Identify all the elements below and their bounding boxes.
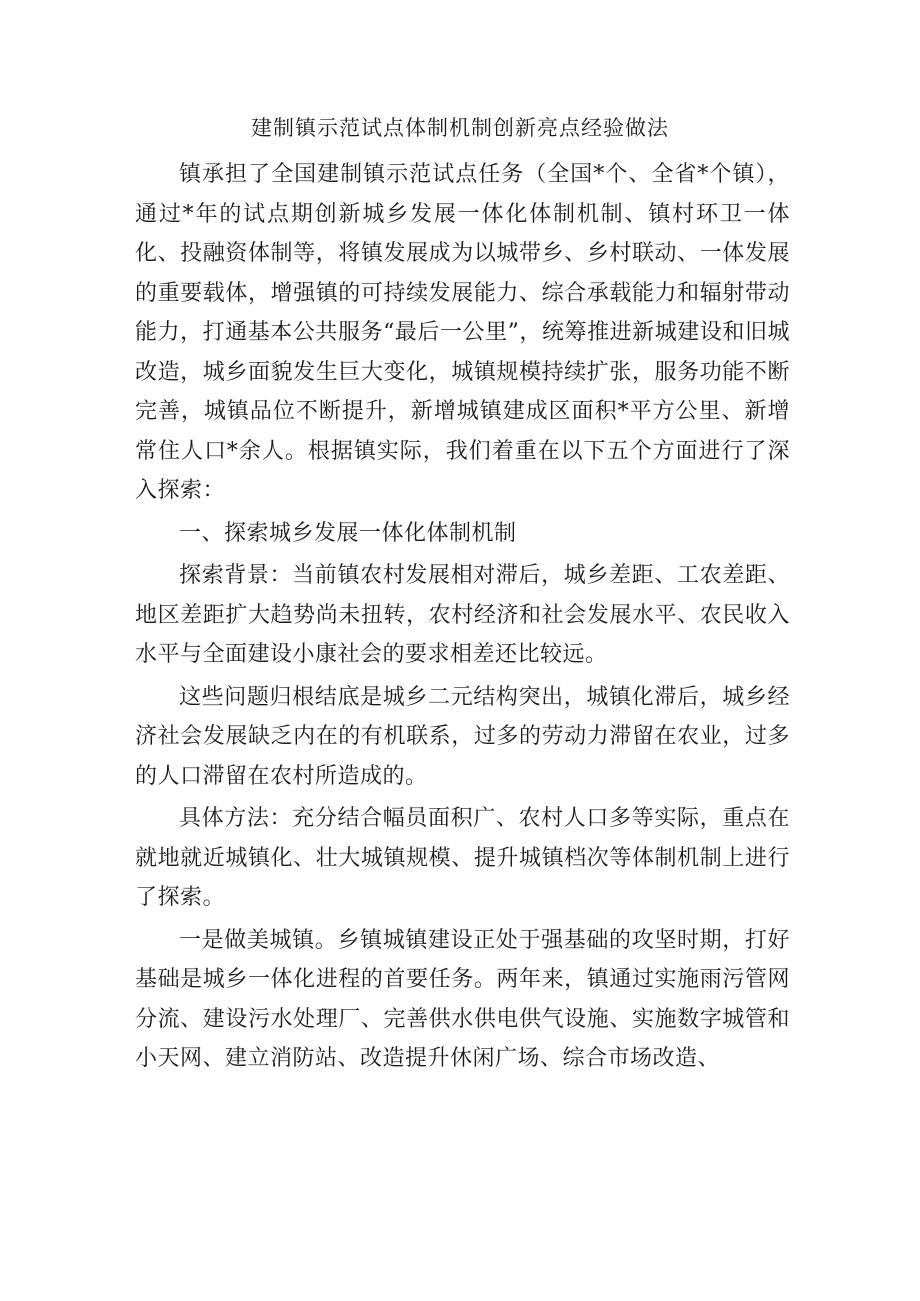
paragraph-beautify-town: 一是做美城镇。乡镇城镇建设正处于强基础的攻坚时期，打好基础是城乡一体化进程的首要任务。两年来，镇通过实施雨污管网分流、建设污水处理厂、完善供水供电供气设施、实施数字城管和小天网、建立消防站、改造提升休闲广场、综合市场改造、 (135, 927, 790, 1071)
section-heading-1: 一、探索城乡发展一体化体制机制 (179, 520, 517, 546)
paragraph-background: 探索背景：当前镇农村发展相对滞后，城乡差距、工农差距、地区差距扩大趋势尚未扭转，农村经济和社会发展水平、农民收入水平与全面建设小康社会的要求相差还比较远。 (135, 563, 790, 667)
document-body (135, 155, 790, 1079)
paragraph-root-cause: 这些问题归根结底是城乡二元结构突出，城镇化滞后，城乡经济社会发展缺乏内在的有机联系，过多的劳动力滞留在农业，过多的人口滞留在农村所造成的。 (135, 684, 790, 789)
paragraph-method: 具体方法：充分结合幅员面积广、农村人口多等实际，重点在就地就近城镇化、壮大城镇规模、提升城镇档次等体制机制上进行了探索。 (135, 806, 790, 910)
document-title: 建制镇示范试点体制机制创新亮点经验做法 (251, 116, 669, 140)
paragraph-intro: 镇承担了全国建制镇示范试点任务（全国*个、全省*个镇），通过*年的试点期创新城乡发展一体化体制机制、镇村环卫一体化、投融资体制等，将镇发展成为以城带乡、乡村联动、一体发展的重要载体，增强镇的可持续发展能力、综合承载能力和辐射带动能力，打通基本公共服务“最后一公里”，统筹推进新城建设和旧城改造，城乡面貌发生巨大变化，城镇规模持续扩张，服务功能不断完善，城镇品位不断提升，新增城镇建成区面积*平方公里、新增常住人口*余人。根据镇实际，我们着重在以下五个方面进行了深入探索： (135, 162, 790, 503)
